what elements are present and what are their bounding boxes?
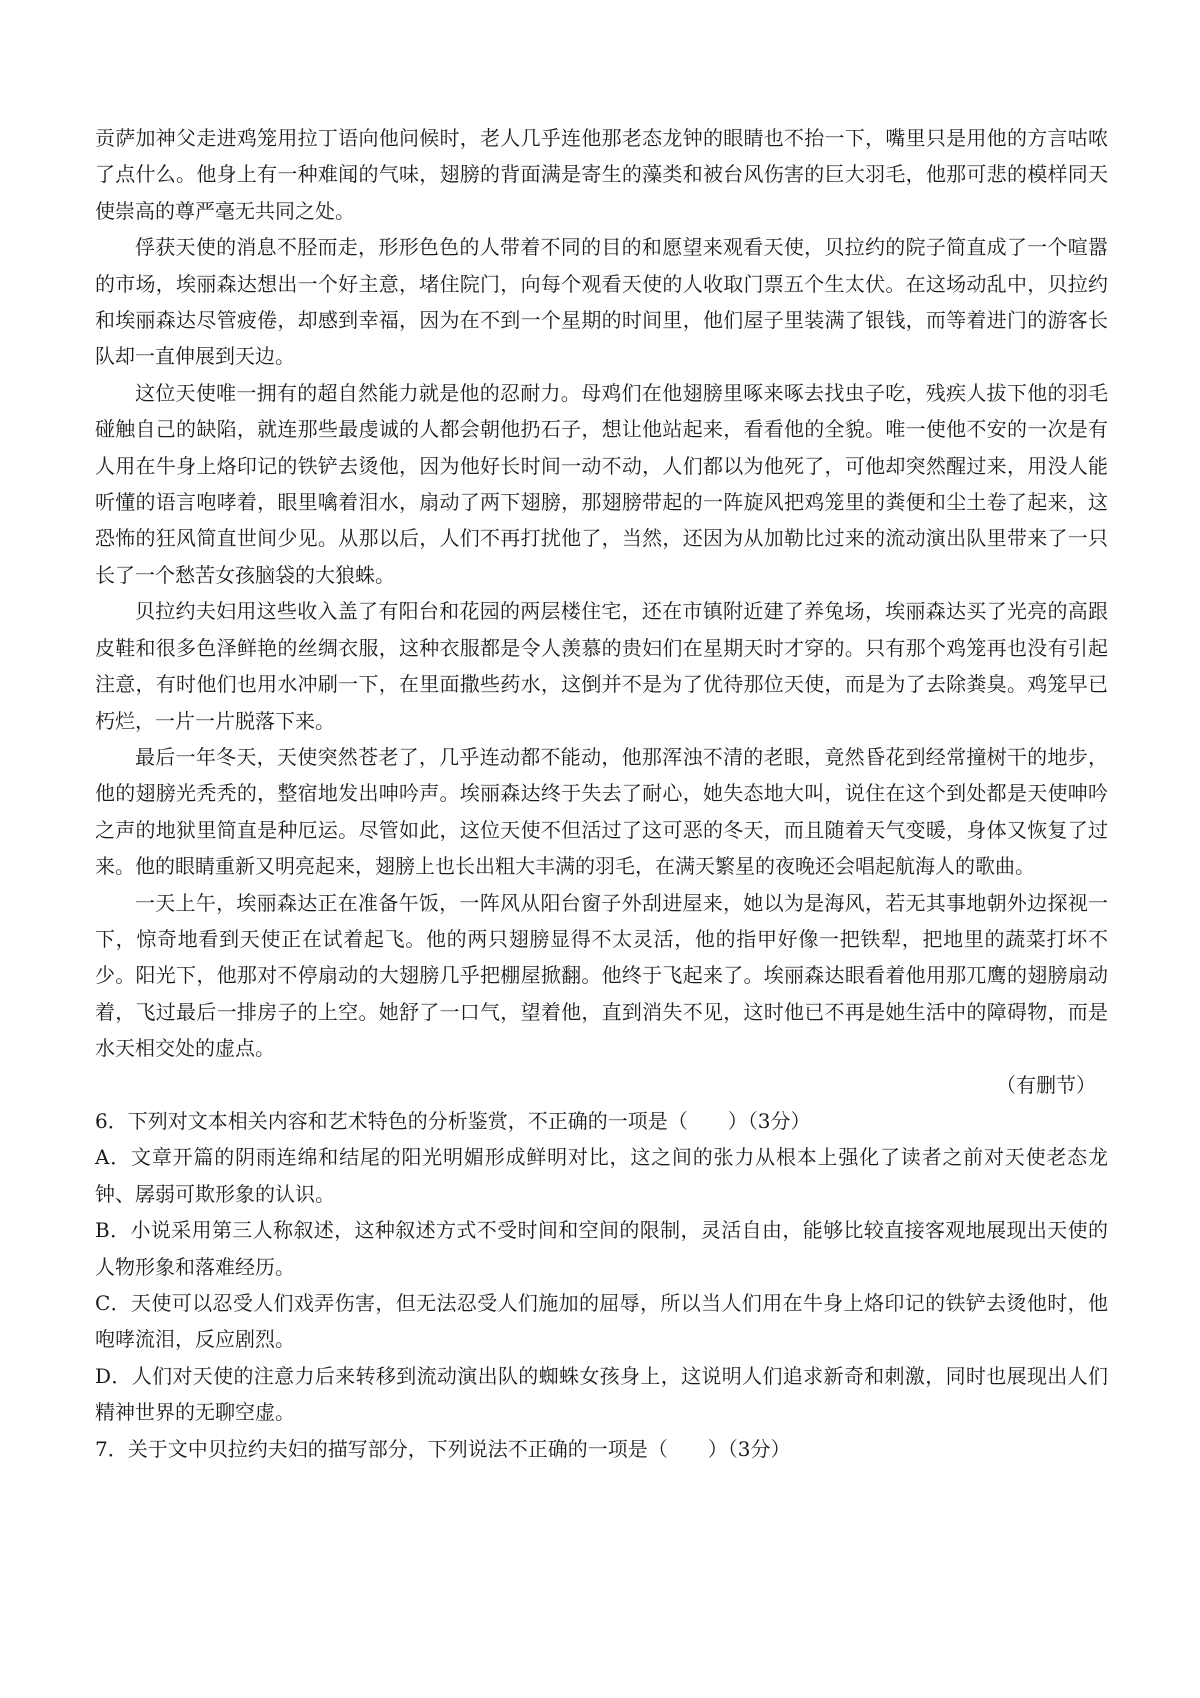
- question-6-stem: 6．下列对文本相关内容和艺术特色的分析鉴赏，不正确的一项是（ ）（3分）: [95, 1108, 811, 1133]
- question-6-option-a: A．文章开篇的阴雨连绵和结尾的阳光明媚形成鲜明对比，这之间的张力从根本上强化了读者之前对天使老态龙钟、孱弱可欺形象的认识。: [95, 1145, 1108, 1206]
- question-6-option-b: B．小说采用第三人称叙述，这种叙述方式不受时间和空间的限制，灵活自由，能够比较直接客观地展现出天使的人物形象和落难经历。: [95, 1218, 1108, 1279]
- question-7-stem: 7．关于文中贝拉约夫妇的描写部分，下列说法不正确的一项是（ ）（3分）: [95, 1436, 791, 1461]
- article-paragraph-4: 贝拉约夫妇用这些收入盖了有阳台和花园的两层楼住宅，还在市镇附近建了养兔场，埃丽森达买了光亮的高跟皮鞋和很多色泽鲜艳的丝绸衣服，这种衣服都是令人羡慕的贵妇们在星期天时才穿的。只有那个鸡笼再也没有引起注意，有时他们也用水冲刷一下，在里面撒些药水，这倒并不是为了优待那位天使，而是为了去除粪臭。鸡笼早已朽烂，一片一片脱落下来。: [95, 599, 1108, 733]
- article-paragraph-5: 最后一年冬天，天使突然苍老了，几乎连动都不能动，他那浑浊不清的老眼，竟然昏花到经常撞树干的地步，他的翅膀光秃秃的，整宿地发出呻吟声。埃丽森达终于失去了耐心，她失态地大叫，说住在这个到处都是天使呻吟之声的地狱里简直是种厄运。尽管如此，这位天使不但活过了这可恶的冬天，而且随着天气变暖，身体又恢复了过来。他的眼睛重新又明亮起来，翅膀上也长出粗大丰满的羽毛，在满天繁星的夜晚还会唱起航海人的歌曲。: [95, 744, 1108, 879]
- article-paragraph-1: 贡萨加神父走进鸡笼用拉丁语向他问候时，老人几乎连他那老态龙钟的眼睛也不抬一下，嘴里只是用他的方言咕哝了点什么。他身上有一种难闻的气味，翅膀的背面满是寄生的藻类和被台风伤害的巨大羽毛，他那可悲的模样同天使崇高的尊严毫无共同之处。: [95, 126, 1108, 223]
- article-paragraph-2: 俘获天使的消息不胫而走，形形色色的人带着不同的目的和愿望来观看天使，贝拉约的院子简直成了一个喧嚣的市场，埃丽森达想出一个好主意，堵住院门，向每个观看天使的人收取门票五个生太伏。在这场动乱中，贝拉约和埃丽森达尽管疲倦，却感到幸福，因为在不到一个星期的时间里，他们屋子里装满了银钱，而等着进门的游客长队却一直伸展到天边。: [95, 235, 1108, 369]
- exam-page: [95, 120, 1108, 1467]
- article-paragraph-6: 一天上午，埃丽森达正在准备午饭，一阵风从阳台窗子外刮进屋来，她以为是海风，若无其事地朝外边探视一下，惊奇地看到天使正在试着起飞。他的两只翅膀显得不太灵活，他的指甲好像一把铁犁，把地里的蔬菜打坏不少。阳光下，他那对不停扇动的大翅膀几乎把棚屋掀翻。他终于飞起来了。埃丽森达眼看着他用那兀鹰的翅膀扇动着，飞过最后一排房子的上空。她舒了一口气，望着他，直到消失不见，这时他已不再是她生活中的障碍物，而是水天相交处的虚点。: [95, 890, 1108, 1061]
- question-6-option-d: D．人们对天使的注意力后来转移到流动演出队的蜘蛛女孩身上，这说明人们追求新奇和刺激，同时也展现出人们精神世界的无聊空虚。: [95, 1363, 1108, 1425]
- article-paragraph-3: 这位天使唯一拥有的超自然能力就是他的忍耐力。母鸡们在他翅膀里啄来啄去找虫子吃，残疾人拔下他的羽毛碰触自己的缺陷，就连那些最虔诚的人都会朝他扔石子，想让他站起来，看看他的全貌。唯一使他不安的一次是有人用在牛身上烙印记的铁铲去烫他，因为他好长时间一动不动，人们都以为他死了，可他却突然醒过来，用没人能听懂的语言咆哮着，眼里噙着泪水，扇动了两下翅膀，那翅膀带起的一阵旋风把鸡笼里的粪便和尘土卷了起来，这恐怖的狂风简直世间少见。从那以后，人们不再打扰他了，当然，还因为从加勒比过来的流动演出队里带来了一只长了一个愁苦女孩脑袋的大狼蛛。: [95, 380, 1108, 587]
- abridged-note: （有删节）: [996, 1072, 1096, 1097]
- question-6-option-c: C．天使可以忍受人们戏弄伤害，但无法忍受人们施加的屈辱，所以当人们用在牛身上烙印记的铁铲去烫他时，他咆哮流泪，反应剧烈。: [95, 1291, 1108, 1352]
